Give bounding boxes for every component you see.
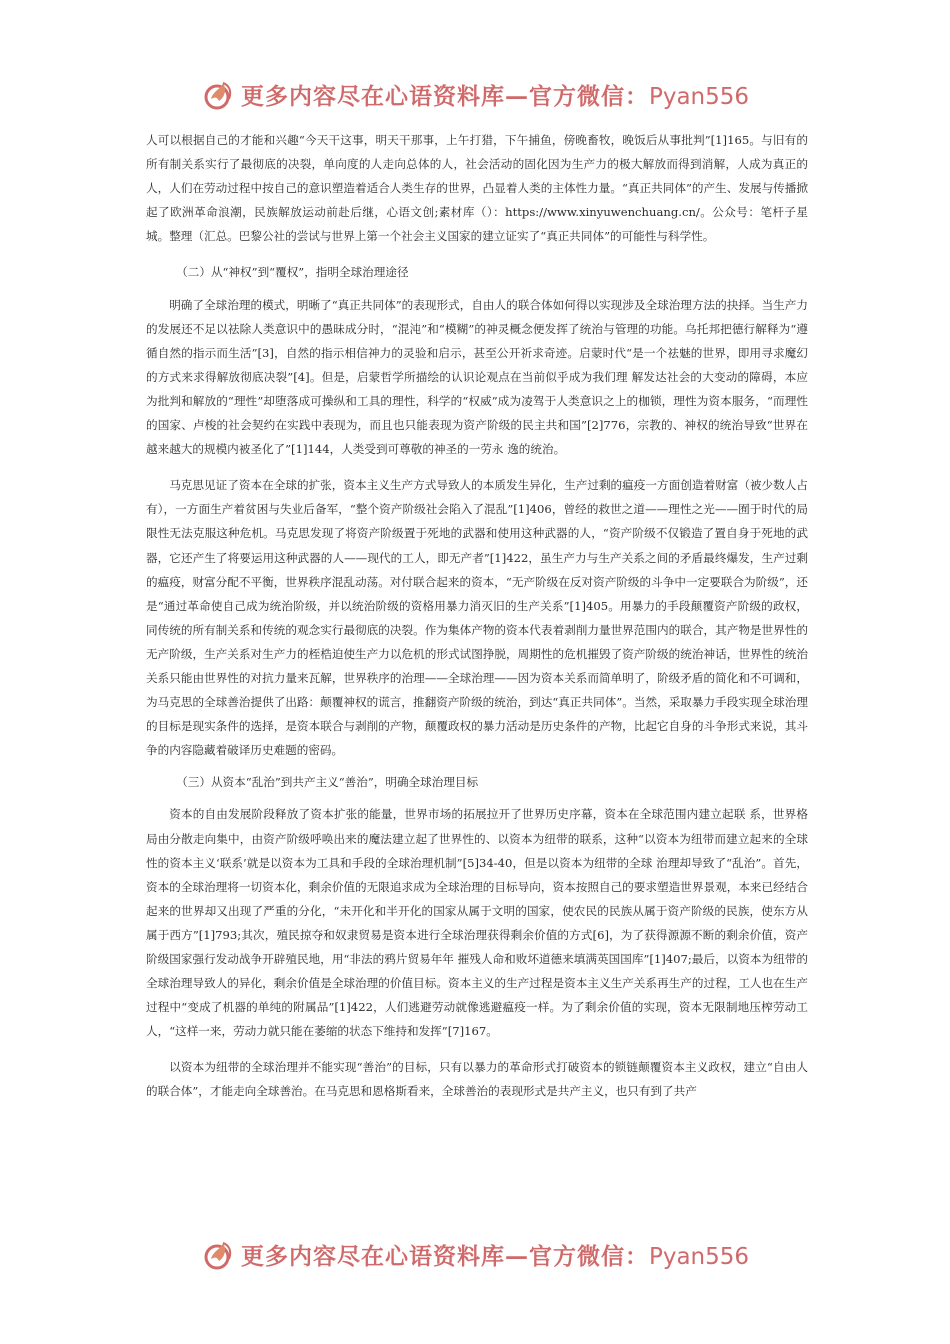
article-body [146,128,808,1104]
flame-swirl-logo-icon [201,77,235,111]
paragraph-1: 人可以根据自己的才能和兴趣“今天干这事，明天干那事，上午打猎，下午捕鱼，傍晚畜牧，晚饭后从事批判”[1]165。与旧有的所有制关系实行了最彻底的决裂，单向度的人走向总体的人，社会活动的固化因为生产力的极大解放而得到消解，人成为真正的人，人们在劳动过程中按自己的意识塑造着适合人类生存的世界，凸显着人类的主体性力量。“真正共同体”的产生、发展与传播掀起了欧洲革命浪潮，民族解放运动前赴后继，心语文创;素材库（）：https://www.xinyuwenchuang.cn/。公众号：笔杆子星城。整理（汇总。巴黎公社的尝试与世界上第一个社会主义国家的建立证实了“真正共同体”的可能性与科学性。 [146,133,808,244]
banner-text: 更多内容尽在心语资料库—官方微信：Pyan556 [240,82,750,110]
top-watermark-banner [0,74,950,114]
bottom-watermark-banner [0,1234,950,1274]
paragraph-3: 马克思见证了资本在全球的扩张，资本主义生产方式导致人的本质发生异化，生产过剩的瘟疫一方面创造着财富（被少数人占有），一方面生产着贫困与失业后备军，“整个资产阶级社会陷入了混乱”[1]406，曾经的救世之道——理性之光——囿于时代的局限性无法克服这种危机。马克思发现了将资产阶级置于死地的武器和使用这种武器的人，“资产阶级不仅锻造了置自身于死地的武器，它还产生了将要运用这种武器的人——现代的工人，即无产者”[1]422，虽生产力与生产关系之间的矛盾最终爆发，生产过剩的瘟疫，财富分配不平衡，世界秩序混乱动荡。对付联合起来的资本，“无产阶级在反对资产阶级的斗争中一定要联合为阶级”，还是“通过革命使自己成为统治阶级，并以统治阶级的资格用暴力消灭旧的生产关系”[1]405。用暴力的手段颠覆资产阶级的政权，同传统的所有制关系和传统的观念实行最彻底的决裂。作为集体产物的资本代表着剥削力量世界范围内的联合，其产物是世界性的无产阶级，生产关系对生产力的桎梏迫使生产力以危机的形式试图挣脱，周期性的危机摧毁了资产阶级的统治神话，世界性的统治关系只能由世界性的对抗力量来瓦解，世界秩序的治理——全球治理——因为资本关系而简单明了，阶级矛盾的简化和不可调和，为马克思的全球善治提供了出路：颠覆神权的谎言，推翻资产阶级的统治，到达“真正共同体”。当然，采取暴力手段实现全球治理的目标是现实条件的选择，是资本联合与剥削的产物，颠覆政权的暴力活动是历史条件的产物，比起它自身的斗争形式来说，其斗争的内容隐藏着破译历史难题的密码。 [146,478,808,758]
banner-contact: Pyan556 [648,1243,750,1270]
section-heading-2: （二）从“神权”到“覆权”，指明全球治理途径 [176,265,409,280]
paragraph-5: 以资本为纽带的全球治理并不能实现“善治”的目标，只有以暴力的革命形式打破资本的锁链颠覆资本主义政权，建立“自由人的联合体”，才能走向全球善治。在马克思和恩格斯看来，全球善治的表现形式是共产主义，也只有到了共产 [146,1060,808,1099]
flame-swirl-logo-icon [201,1237,235,1271]
banner-text: 更多内容尽在心语资料库—官方微信：Pyan556 [240,1242,750,1270]
section-heading-3: （三）从资本“乱治”到共产主义“善治”，明确全球治理目标 [176,775,479,790]
paragraph-2: 明确了全球治理的模式，明晰了“真正共同体”的表现形式，自由人的联合体如何得以实现涉及全球治理方法的抉择。当生产力的发展还不足以祛除人类意识中的愚昧成分时，“混沌”和“模糊”的神灵概念便发挥了统治与管理的功能。乌托邦把德行解释为“遵循自然的指示而生活”[3]，自然的指示相信神力的灵验和启示，甚至公开祈求奇迹。启蒙时代“是一个祛魅的世界，即用寻求魔幻的方式来求得解放彻底决裂”[4]。但是，启蒙哲学所描绘的认识论观点在当前似乎成为我们理 解发达社会的大变动的障碍，本应为批判和解放的“理性”却堕落成可操纵和工具的理性，科学的“权威”成为凌驾于人类意识之上的枷锁，理性为资本服务，“而理性的国家、卢梭的社会契约在实践中表现为，而且也只能表现为资产阶级的民主共和国”[2]776，宗教的、神权的统治导致“世界在越来越大的规模内被圣化了”[1]144，人类受到可尊敬的神圣的一劳永 逸的统治。 [146,297,808,457]
paragraph-4: 资本的自由发展阶段释放了资本扩张的能量，世界市场的拓展拉开了世界历史序幕，资本在全球范围内建立起联 系，世界格局由分散走向集中，由资产阶级呼唤出来的魔法建立起了世界性的、以资本为纽带的联系，这种“以资本为纽带而建立起来的全球性的资本主义‘联系’就是以资本为工具和手段的全球治理机制”[5]34-40，但是以资本为纽带的全球 治理却导致了“乱治”。首先，资本的全球治理将一切资本化，剩余价值的无限追求成为全球治理的目标导向，资本按照自己的要求塑造世界景观，本来已经结合起来的世界却又出现了严重的分化，“未开化和半开化的国家从属于文明的国家，使农民的民族从属于资产阶级的民族，使东方从属于西方”[1]793;其次，殖民掠夺和奴隶贸易是资本进行全球治理获得剩余价值的方式[6]，为了获得源源不断的剩余价值，资产阶级国家强行发动战争开辟殖民地，用“非法的鸦片贸易年年 摧残人命和败坏道德来填满英国国库”[1]407;最后，以资本为纽带的全球治理导致人的异化，剩余价值是全球治理的价值目标。资本主义的生产过程是资本主义生产关系再生产的过程，工人也在生产过程中“变成了机器的单纯的附属品”[1]422，人们逃避劳动就像逃避瘟疫一样。为了剩余价值的实现，资本无限制地压榨劳动工人，“这样一来，劳动力就只能在萎缩的状态下维持和发挥”[7]167。 [146,807,808,1039]
banner-contact: Pyan556 [648,83,750,110]
